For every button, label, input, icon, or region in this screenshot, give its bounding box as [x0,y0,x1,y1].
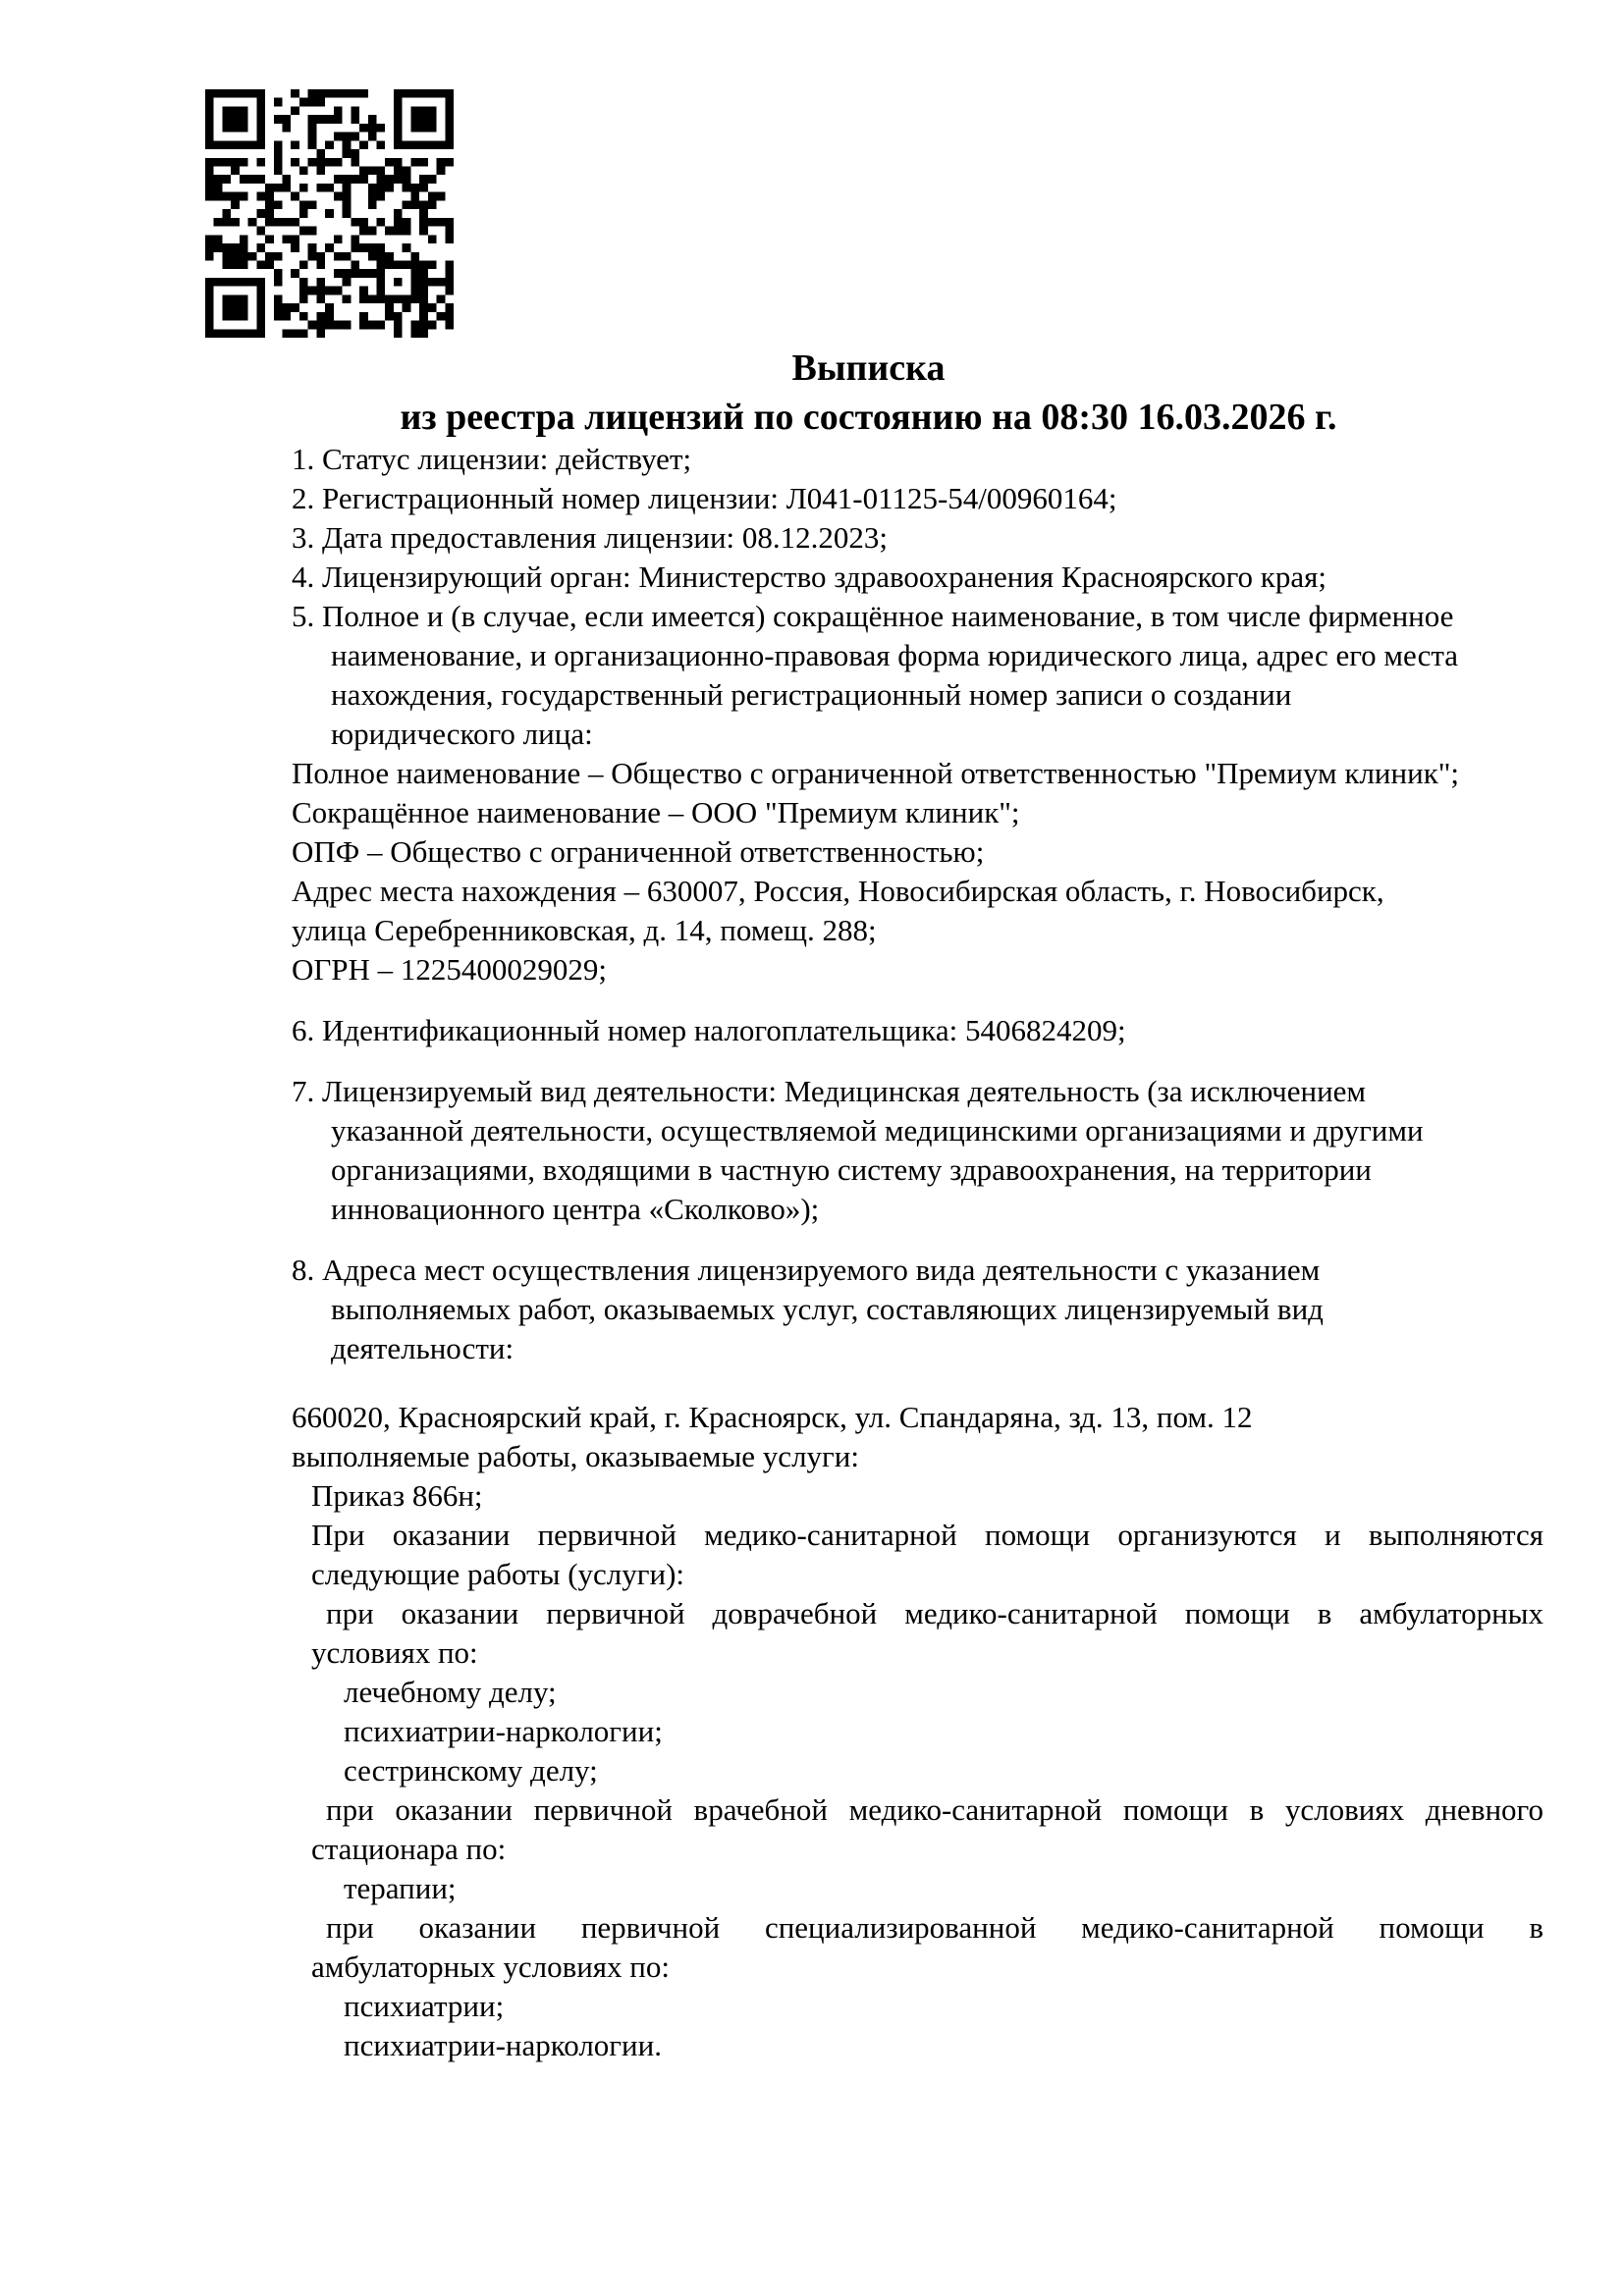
text-line: лечебному делу; [344,1675,557,1709]
text-line: инновационного центра «Сколково»); [331,1192,820,1226]
text-line: психиатрии-наркологии. [344,2028,662,2062]
text-line: терапии; [344,1871,457,1905]
text-line: при оказании первичной доврачебной медико-санитарной помощи в амбулаторных [326,1596,1543,1630]
qr-code-icon [205,88,454,339]
document-title: Выписка [791,347,946,389]
text-line: Адрес места нахождения – 630007, Россия, Новосибирская область, г. Новосибирск, [292,874,1384,908]
text-line: следующие работы (услуги): [311,1557,685,1591]
text-line: деятельности: [331,1331,514,1365]
text-line: 6. Идентификационный номер налогоплательщика: 5406824209; [292,1013,1126,1047]
text-line: организациями, входящими в частную систему здравоохранения, на территории [331,1152,1372,1187]
text-line: наименование, и организационно-правовая форма юридического лица, адрес его места [331,638,1459,672]
text-line: 4. Лицензирующий орган: Министерство здравоохранения Красноярского края; [292,560,1326,594]
text-line: психиатрии-наркологии; [344,1714,663,1748]
text-line: Полное наименование – Общество с ограниченной ответственностью "Премиум клиник"; [292,756,1460,790]
text-line: ОПФ – Общество с ограниченной ответственностью; [292,834,985,869]
text-line: выполняемых работ, оказываемых услуг, составляющих лицензируемый вид [331,1292,1324,1326]
text-line: 660020, Красноярский край, г. Красноярск, ул. Спандаряна, зд. 13, пом. 12 [292,1400,1253,1434]
text-line: при оказании первичной специализированной медико-санитарной помощи в [326,1910,1543,1945]
text-line: 7. Лицензируемый вид деятельности: Медицинская деятельность (за исключением [292,1074,1367,1108]
text-line: При оказании первичной медико-санитарной помощи организуются и выполняются [311,1518,1543,1552]
text-line: при оказании первичной врачебной медико-санитарной помощи в условиях дневного [326,1792,1543,1827]
text-line: 2. Регистрационный номер лицензии: Л041-01125-54/00960164; [292,481,1117,515]
text-line: указанной деятельности, осуществляемой медицинскими организациями и другими [331,1113,1424,1148]
text-line: 8. Адреса мест осуществления лицензируемого вида деятельности с указанием [292,1253,1321,1287]
text-line: амбулаторных условиях по: [311,1949,671,1984]
text-line: юридического лица: [331,717,593,751]
text-line: улица Серебренниковская, д. 14, помещ. 288; [292,913,877,947]
text-line: условиях по: [311,1635,478,1670]
text-line: Приказ 866н; [311,1478,483,1513]
text-line: 3. Дата предоставления лицензии: 08.12.2023; [292,520,889,555]
document-body [0,440,1624,2065]
text-line: стационара по: [311,1832,507,1866]
text-line: Сокращённое наименование – ООО "Премиум клиник"; [292,795,1020,829]
text-line: 5. Полное и (в случае, если имеется) сокращённое наименование, в том числе фирменное [292,599,1454,633]
text-line: нахождения, государственный регистрационный номер записи о создании [331,677,1292,712]
text-line: ОГРН – 1225400029029; [292,952,608,987]
text-line: психиатрии; [344,1989,505,2023]
document-subtitle: из реестра лицензий по состоянию на 08:30 16.03.2026 г. [400,397,1337,438]
text-line: 1. Статус лицензии: действует; [292,442,692,476]
text-line: выполняемые работы, оказываемые услуги: [292,1439,859,1473]
text-line: сестринскому делу; [344,1753,598,1788]
